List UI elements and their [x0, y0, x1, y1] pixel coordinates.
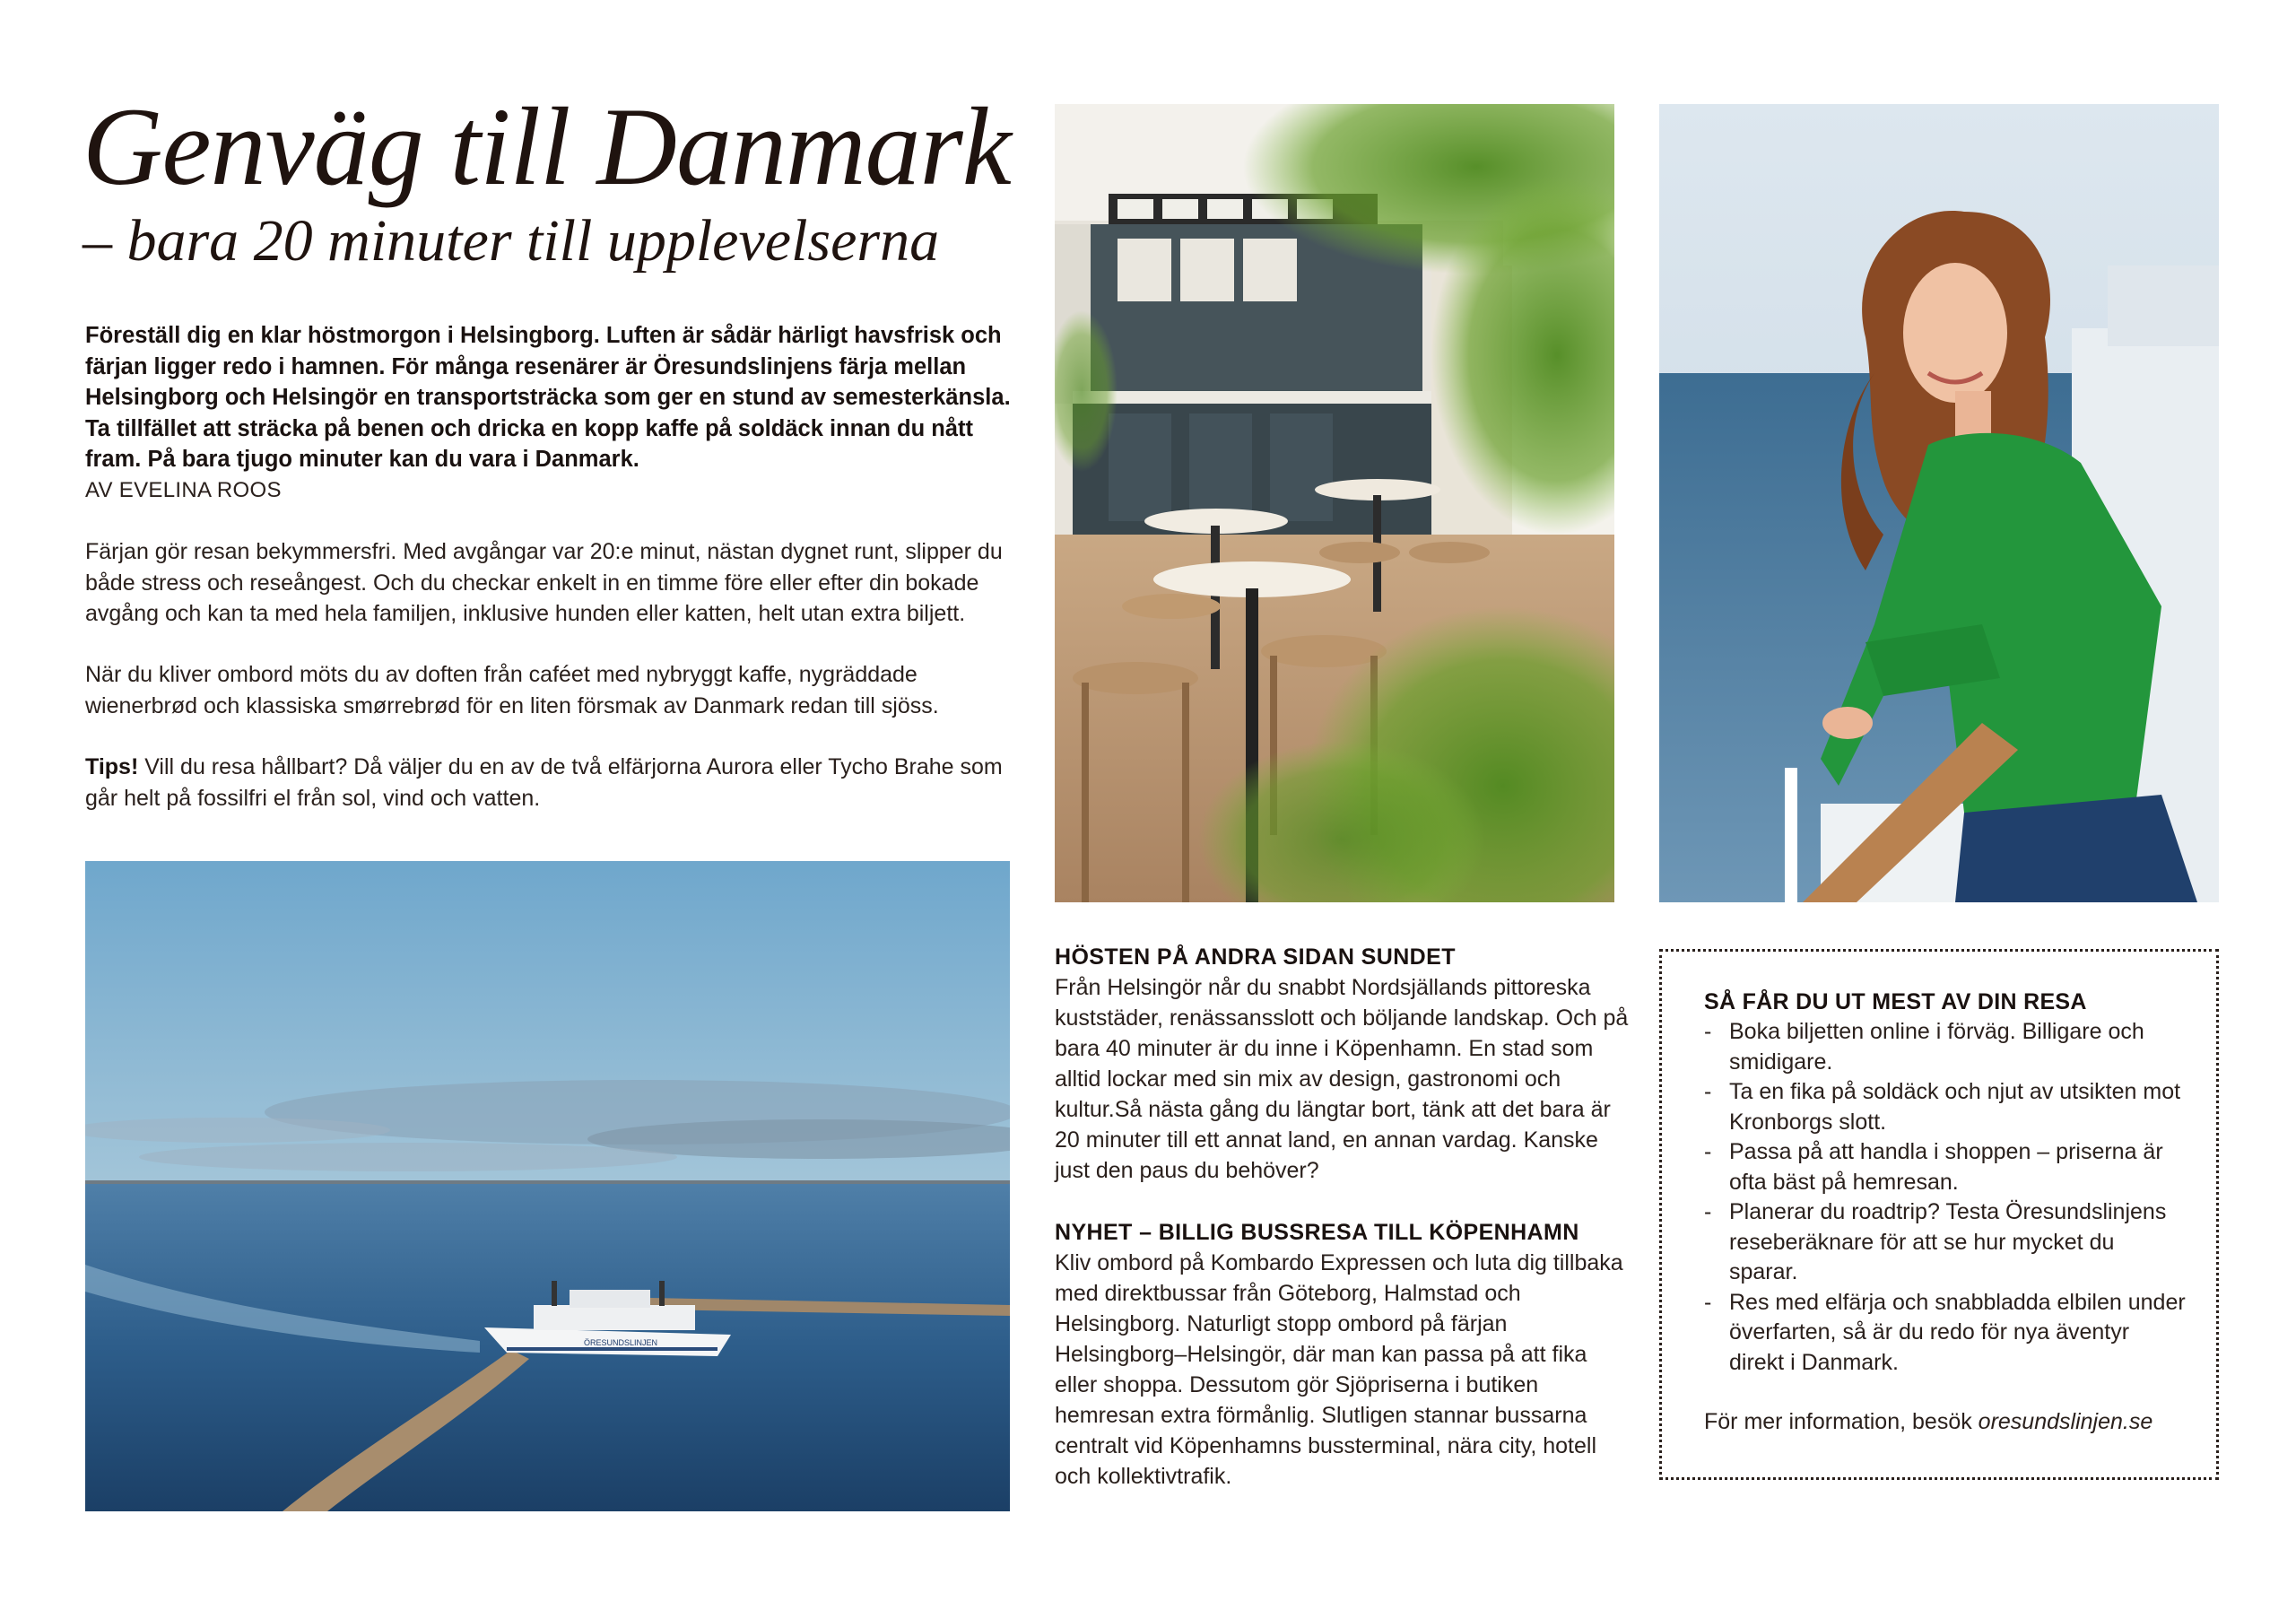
- website-link[interactable]: oresundslinjen.se: [1978, 1409, 2153, 1434]
- tips-heading: SÅ FÅR DU UT MEST AV DIN RESA: [1704, 989, 2087, 1014]
- section-text-hosten: Från Helsingör når du snabbt Nordsjällands pittoreska kuststäder, renässansslott och böljande landskap. Och på bara 40 minuter är du inne i Köpenhamn. En stad som alltid lockar med sin mix av design, gastronomi och kultur.Så nästa gång du längtar bort, tänk att det bara är 20 minuter till ett annat land, en annan vardag. Kanske just den paus du behöver?: [1055, 975, 1629, 1183]
- ferry-harbour-photo: [85, 861, 1010, 1511]
- body-paragraph-1: Färjan gör resan bekymmersfri. Med avgångar var 20:e minut, nästan dygnet runt, slipper du både stress och reseångest. Och du checkar enkelt in en timme före eller efter din bokade avgång och kan ta med hela familjen, inklusive hunden eller katten, helt utan extra biljett.: [85, 539, 1003, 626]
- section-text-nyhet: Kliv ombord på Kombardo Expressen och luta dig tillbaka med direktbussar från Göteborg, Halmstad och Helsingborg. Naturligt stopp ombord på färjan Helsingborg–Helsingör, där man kan passa på att fika eller shoppa. Dessutom gör Sjöpriserna i butiken hemresan extra förmånlig. Slutligen stannar bussarna centralt vid Köpenhamns bussterminal, nära city, hotell och kollektivtrafik.: [1055, 1250, 1623, 1489]
- tips-item: - Boka biljetten online i förväg. Billigare och smidigare.: [1704, 1017, 2188, 1077]
- tips-item: - Res med elfärja och snabbladda elbilen under överfarten, så är du redo för nya äventyr direkt i Danmark.: [1704, 1288, 2188, 1379]
- tips-list: [1704, 1017, 2188, 1378]
- article-subtitle: – bara 20 minuter till upplevelserna: [83, 208, 940, 274]
- tips-item: - Passa på att handla i shoppen – priserna är ofta bäst på hemresan.: [1704, 1137, 2188, 1197]
- section-heading-hosten: HÖSTEN PÅ ANDRA SIDAN SUNDET: [1055, 944, 1456, 970]
- cafe-photo: [1055, 104, 1614, 902]
- tips-item: - Ta en fika på soldäck och njut av utsikten mot Kronborgs slott.: [1704, 1077, 2188, 1137]
- ferry-name-label: ÖRESUNDSLINJEN: [584, 1338, 658, 1347]
- more-info-prefix: För mer information, besök: [1704, 1409, 1979, 1434]
- body-paragraph-2: När du kliver ombord möts du av doften från caféet med nybryggt kaffe, nygräddade wienerbrød och klassiska smørrebrød för en liten försmak av Danmark redan till sjöss.: [85, 662, 939, 718]
- article-intro: Föreställ dig en klar höstmorgon i Helsingborg. Luften är sådär härligt havsfrisk och färjan ligger redo i hamnen. För många resenärer är Öresundslinjens färja mellan Helsingborg och Helsingör en transportsträcka som ger en stund av semesterkänsla. Ta tillfället att sträcka på benen och dricka en kopp kaffe på soldäck innan du nått fram. På bara tjugo minuter kan du vara i Danmark.: [85, 323, 1011, 472]
- more-info-line: [1704, 1406, 2206, 1437]
- tip-label: Tips!: [85, 754, 139, 779]
- tips-item: - Planerar du roadtrip? Testa Öresundslinjens reseberäknare för att se hur mycket du sparar.: [1704, 1197, 2188, 1288]
- tip-text: Vill du resa hållbart? Då väljer du en av de två elfärjorna Aurora eller Tycho Brahe som går helt på fossilfri el från sol, vind och vatten.: [85, 754, 1003, 811]
- section-heading-nyhet: NYHET – BILLIG BUSSRESA TILL KÖPENHAMN: [1055, 1220, 1579, 1245]
- woman-on-deck-photo: [1659, 104, 2219, 902]
- tip-paragraph: [85, 752, 1013, 814]
- byline: AV EVELINA ROOS: [85, 478, 282, 502]
- article-title: Genväg till Danmark: [83, 85, 1011, 208]
